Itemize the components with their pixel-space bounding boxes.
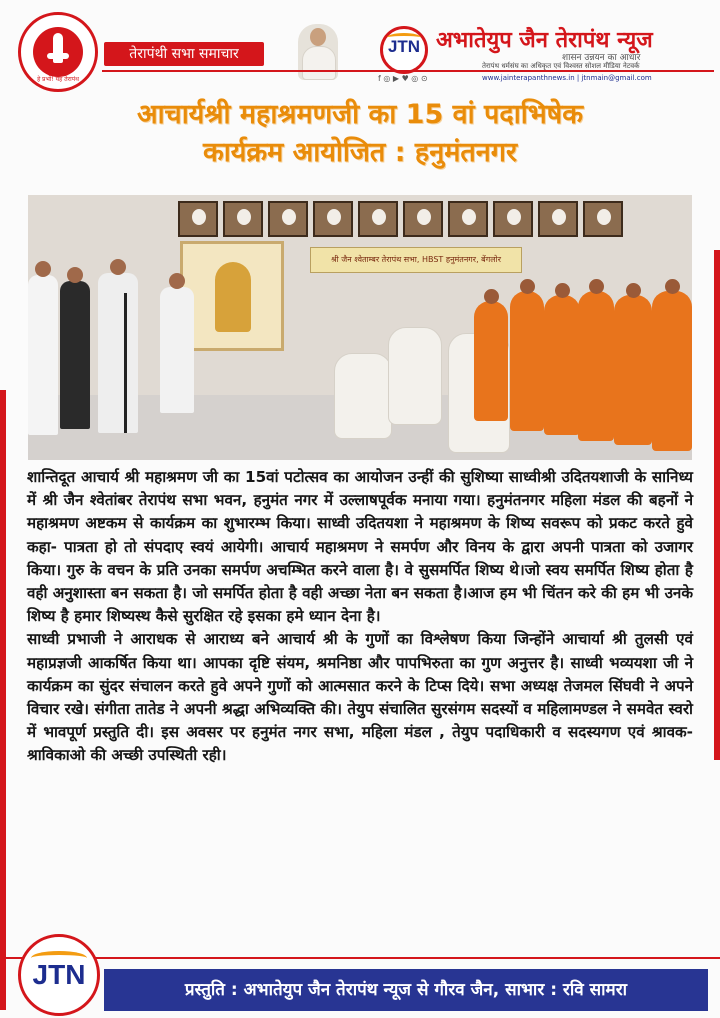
acharya-portrait-row <box>178 201 678 239</box>
sabha-banner: श्री जैन श्वेताम्बर तेरापंथ सभा, HBST हनुमंतनगर, बेंगलोर <box>310 247 522 273</box>
woman-in-saree <box>614 295 652 445</box>
brand-title: अभातेयुप जैन तेरापंथ न्यूज <box>436 28 653 53</box>
standing-man <box>160 287 194 413</box>
woman-in-saree <box>474 301 508 421</box>
sabha-samachar-tag: तेरापंथी सभा समाचार <box>104 42 264 66</box>
standing-man <box>28 275 58 435</box>
portrait-robe <box>302 46 336 80</box>
page-header <box>6 8 714 88</box>
brand-contact: www.jainterapanthnews.in | jtnmain@gmail.com <box>482 74 652 82</box>
shrine-frame <box>180 241 284 351</box>
standing-man <box>60 281 90 429</box>
framed-portrait <box>358 201 398 237</box>
woman-in-saree <box>510 291 544 431</box>
speaker-man <box>98 273 138 433</box>
framed-portrait <box>583 201 623 237</box>
article-body <box>27 466 693 768</box>
footer-jtn-logo <box>18 934 100 1016</box>
left-accent-rail <box>0 390 6 1010</box>
terapanth-sabha-logo <box>18 12 98 92</box>
footer-logo-text: JTN <box>32 959 86 990</box>
news-headline <box>0 96 720 172</box>
woman-in-saree <box>578 291 614 441</box>
logo-motto: हे प्रभो! यह तेरापंथ <box>37 76 79 83</box>
social-icons: f ◎ ▶ ♥ ◎ ⊙ <box>378 74 428 83</box>
framed-portrait <box>223 201 263 237</box>
framed-portrait <box>403 201 443 237</box>
woman-in-saree <box>544 295 580 435</box>
right-accent-rail <box>714 250 720 760</box>
footer-divider <box>0 957 720 959</box>
logo-base <box>47 53 69 59</box>
seated-sadhvi <box>388 327 442 425</box>
event-photo <box>28 195 692 460</box>
headline-line-1: आचार्यश्री महाश्रमणजी का 15 वां पदाभिषेक <box>136 99 584 130</box>
framed-portrait <box>448 201 488 237</box>
jtn-logo <box>380 26 428 74</box>
portrait-face <box>310 28 326 46</box>
article-paragraph-1: शान्तिदूत आचार्य श्री महाश्रमण जी का 15वां पटोत्सव का आयोजन उन्हीं की सुशिष्या साध्वीश्री उदितयशाजी के सानिध्य में श्री जैन श्वेतांबर तेरापंथ सभा भवन, हनुमंत नगर में उल्लाषपूर्वक मनाया गया। हनुमंतनगर महिला मंडल की बहनों ने महाश्रमण अष्टकम से कार्यक्रम का शुभारम्भ किया। साध्वी उदितयशा ने महाश्रमण के शिष्य सवरूप को प्रकट करते हुवे कहा- पात्रता हो तो संपदाए स्वयं आयेगी। आचार्य महाश्रमण ने समर्पण और विनय के द्वारा अपनी पात्रता को उजागर किया। गुरु के वचन के प्रति उनका समर्पण अचम्भित करने वाला है। वे सुसमर्पित शिष्य थे।जो स्वय समर्पित शिष्य होता है वही अनुशास्ता बन सकता है। जो समर्पित होता है वही अच्छा नेता बन सकता है।आज हम भी चिंतन करे की हम भी उनके शिष्य है हमार शिष्यस्थ कैसे सुरक्षित रहे इसका हमे ध्यान देना है। <box>27 468 693 626</box>
framed-portrait <box>493 201 533 237</box>
framed-portrait <box>268 201 308 237</box>
framed-portrait <box>313 201 353 237</box>
headline-line-2: कार्यक्रम आयोजित : हनुमंतनगर <box>202 137 518 168</box>
brand-tagline: शासन उन्नयन का आधार <box>562 53 641 63</box>
credit-bar: प्रस्तुति : अभातेयुप जैन तेरापंथ न्यूज से गौरव जैन, साभार : रवि सामरा <box>104 969 708 1011</box>
framed-portrait <box>538 201 578 237</box>
brand-subline: तेरापंथ धर्मसंघ का अधिकृत एवं विश्वस्त सोशल मीडिया नेटवर्क <box>482 62 640 70</box>
microphone-stand <box>124 293 127 433</box>
seated-sadhvi <box>334 353 392 439</box>
framed-portrait <box>178 201 218 237</box>
jtn-logo-text: JTN <box>387 37 421 56</box>
woman-in-saree <box>652 291 692 451</box>
article-paragraph-2: साध्वी प्रभाजी ने आराधक से आराध्य बने आचार्य श्री के गुणों का विश्लेषण किया जिन्होंने आचार्या श्री तुलसी एवं महाप्रज्ञजी आकर्षित किया था। आपका दृष्टि संयम, श्रमनिष्ठा और पापभिरुता का गुण अनुत्तर है। साध्वी भव्ययशा जी ने कार्यक्रम का सुंदर संचालन करते हुवे अपने गुणों को आत्मसात करने के टिप्स दिये। सभा अध्यक्ष तेजमल सिंघवी ने अपने विचार रखे। संगीता तातेड ने अपनी श्रद्धा अभिव्यक्ति की। तेयुप संचालित सुरसंगम सदस्यों व महिलामण्डल ने समवेत स्वरो में भावपूर्ण प्रस्तुति दी। इस अवसर पर हनुमंत नगर सभा, महिला मंडल , तेयुप पदाधिकारी व सदस्यगण एवं श्रावक- श्राविकाओ की अच्छी उपस्थिती रही। <box>27 630 693 765</box>
